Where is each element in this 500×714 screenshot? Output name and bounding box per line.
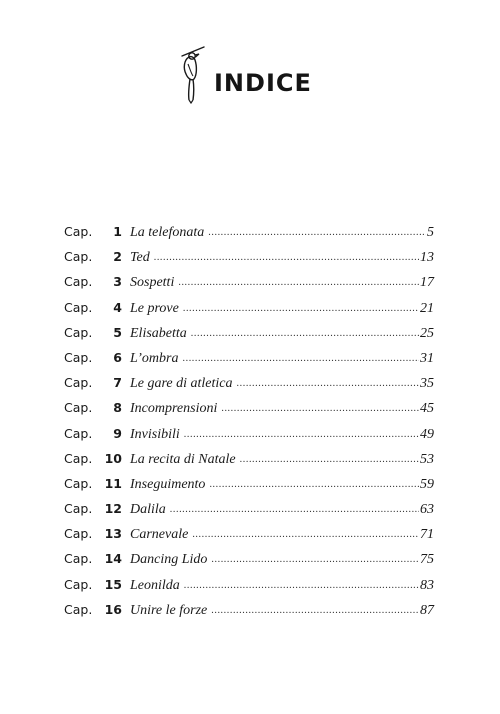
chapter-page-number: 45: [420, 401, 434, 417]
chapter-page-number: 71: [420, 527, 434, 543]
toc-entry: [64, 395, 434, 420]
chapter-number: 8: [113, 400, 122, 416]
chapter-label: Cap.: [64, 224, 93, 239]
dot-leader: [170, 497, 419, 522]
chapter-number: 15: [104, 576, 122, 592]
chapter-page-number: 59: [420, 476, 434, 492]
dot-leader: [183, 346, 420, 371]
toc-entry: [64, 269, 434, 294]
chapter-title: Elisabetta: [130, 325, 187, 341]
toc-entry: [64, 244, 434, 269]
chapter-number: 6: [113, 349, 122, 365]
chapter-page-number: 13: [420, 250, 434, 266]
chapter-label: Cap.: [64, 425, 93, 441]
toc-entry: [64, 546, 434, 571]
chapter-title: Dancing Lido: [130, 552, 208, 568]
dot-leader: [211, 598, 419, 623]
chapter-label: Cap.: [64, 249, 93, 265]
toc-entry: [64, 521, 434, 546]
chapter-page-number: 75: [420, 552, 434, 568]
chapter-title: Leonilda: [130, 577, 180, 593]
chapter-title: L’ombra: [130, 350, 179, 366]
chapter-label: Cap.: [64, 324, 93, 340]
chapter-title: Unire le forze: [130, 602, 208, 618]
chapter-number: 9: [113, 425, 122, 441]
chapter-label: Cap.: [64, 299, 93, 315]
chapter-page-number: 25: [420, 325, 434, 341]
chapter-label: Cap.: [64, 576, 93, 592]
chapter-number: 4: [113, 299, 122, 315]
chapter-title: Invisibili: [130, 426, 180, 442]
chapter-label: Cap.: [64, 450, 93, 466]
chapter-title: La recita di Natale: [130, 451, 236, 467]
chapter-title: Le gare di atletica: [130, 376, 233, 392]
chapter-title: Incomprensioni: [130, 401, 218, 417]
dot-leader: [221, 396, 419, 421]
dot-leader: [240, 447, 419, 472]
chapter-number: 16: [104, 601, 122, 617]
chapter-page-number: 63: [420, 502, 434, 518]
chapter-title: Carnevale: [130, 527, 189, 543]
table-of-contents: [64, 219, 434, 622]
page-title: INDICE: [214, 69, 312, 97]
chapter-number: 5: [113, 324, 122, 340]
dot-leader: [211, 547, 419, 572]
chapter-page-number: 53: [420, 451, 434, 467]
dot-leader: [191, 321, 419, 346]
toc-entry: [64, 597, 434, 622]
chapter-page-number: 21: [420, 300, 434, 316]
dot-leader: [209, 472, 419, 497]
dot-leader: [237, 371, 419, 396]
dot-leader: [183, 296, 419, 321]
chapter-page-number: 31: [420, 350, 434, 366]
chapter-number: 1: [113, 224, 122, 239]
chapter-title: La telefonata: [130, 225, 205, 240]
toc-entry: [64, 421, 434, 446]
chapter-number: 11: [104, 475, 122, 491]
chapter-page-number: 49: [420, 426, 434, 442]
toc-entry: [64, 446, 434, 471]
chapter-label: Cap.: [64, 551, 93, 567]
chapter-page-number: 87: [420, 602, 434, 618]
toc-entry: [64, 295, 434, 320]
chapter-page-number: 35: [420, 376, 434, 392]
chapter-title: Dalila: [130, 502, 166, 518]
toc-entry: [64, 471, 434, 496]
chapter-label: Cap.: [64, 375, 93, 391]
chapter-title: Sospetti: [130, 275, 175, 291]
chapter-label: Cap.: [64, 349, 93, 365]
chapter-number: 14: [104, 551, 122, 567]
page-heading: [178, 44, 312, 104]
toc-entry: [64, 370, 434, 395]
dot-leader: [178, 270, 419, 295]
toc-entry: [64, 345, 434, 370]
chapter-label: Cap.: [64, 501, 93, 517]
bird-icon: [178, 44, 212, 104]
chapter-label: Cap.: [64, 400, 93, 416]
chapter-number: 10: [104, 450, 122, 466]
chapter-label: Cap.: [64, 601, 93, 617]
chapter-number: 2: [113, 249, 122, 265]
chapter-page-number: 17: [420, 275, 434, 291]
dot-leader: [184, 573, 419, 598]
chapter-title: Ted: [130, 250, 150, 266]
chapter-title: Le prove: [130, 300, 179, 316]
chapter-label: Cap.: [64, 475, 93, 491]
toc-entry: [64, 496, 434, 521]
chapter-number: 13: [104, 526, 122, 542]
chapter-page-number: 5: [427, 225, 434, 240]
chapter-label: Cap.: [64, 526, 93, 542]
chapter-title: Inseguimento: [130, 476, 206, 492]
toc-entry: [64, 320, 434, 345]
chapter-number: 7: [113, 375, 122, 391]
chapter-label: Cap.: [64, 274, 93, 290]
chapter-number: 3: [113, 274, 122, 290]
chapter-number: 12: [104, 501, 122, 517]
dot-leader: [208, 220, 426, 245]
toc-entry: [64, 572, 434, 597]
dot-leader: [154, 245, 419, 270]
toc-entry: [64, 219, 434, 244]
dot-leader: [192, 522, 419, 547]
dot-leader: [184, 422, 419, 447]
chapter-page-number: 83: [420, 577, 434, 593]
